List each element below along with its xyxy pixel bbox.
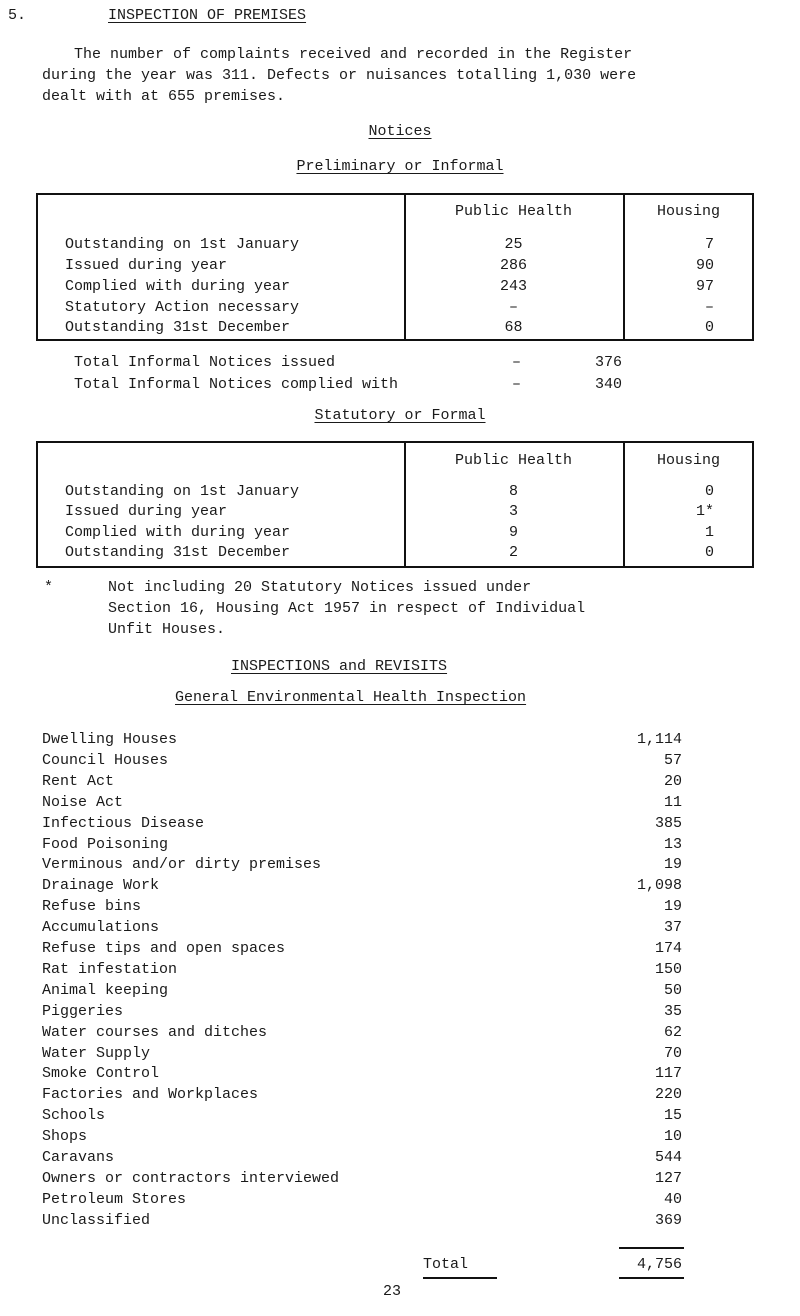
inspections-heading: INSPECTIONS and REVISITS [231,658,448,675]
total-label-underline [423,1277,497,1279]
table-row [38,278,752,298]
inspection-count: 62 [663,1023,682,1041]
list-item [0,836,800,856]
list-item [0,1191,800,1211]
inspection-count: 1,114 [636,731,682,748]
public-health-value: 9 [508,524,518,541]
list-item [0,856,800,876]
formal-heading: Statutory or Formal [314,407,486,424]
inspection-count: 1,098 [636,877,682,895]
table-row [38,236,752,256]
footnote-line: Not including 20 Statutory Notices issued under [108,579,532,596]
inspection-label: Smoke Control [42,1065,160,1083]
formal-notices-table [36,441,754,568]
list-item [0,1024,800,1044]
inspection-label: Petroleum Stores [42,1190,187,1208]
public-health-value: 3 [508,503,518,520]
inspection-count: 117 [654,1065,682,1083]
inspection-label: Infectious Disease [42,814,205,832]
col-header-housing: Housing [656,452,720,469]
inspection-label: Caravans [42,1149,115,1166]
inspections-total-value: 4,756 [636,1256,682,1273]
inspection-label: Drainage Work [42,877,160,895]
inspections-total-label: Total [423,1256,469,1273]
public-health-value: 68 [504,319,523,336]
inspection-count: 50 [663,981,682,999]
row-label: Complied with during year [65,278,291,295]
footnote-line: Section 16, Housing Act 1957 in respect of Individual [108,600,586,617]
inspection-count: 19 [663,856,682,874]
inspection-count: 174 [654,940,682,957]
housing-value: 0 [704,319,714,336]
table-row [38,544,752,564]
section-title: INSPECTION OF PREMISES [108,7,307,24]
inspection-label: Verminous and/or dirty premises [42,856,322,874]
inspection-count: 127 [654,1169,682,1187]
total-rule-top [619,1247,684,1249]
row-label: Complied with during year [65,524,291,541]
informal-heading: Preliminary or Informal [296,158,504,175]
list-item [0,1149,800,1169]
table-row [38,299,752,319]
list-item [0,773,800,793]
col-header-public-health: Public Health [454,203,573,220]
list-item [0,815,800,835]
public-health-value: 25 [504,236,523,253]
inspection-count: 150 [654,960,682,978]
list-item [0,877,800,897]
inspection-count: 13 [663,835,682,853]
col-header-housing: Housing [656,203,720,220]
housing-value: 97 [695,278,714,295]
total-label: Total Informal Notices complied with [74,376,399,393]
inspection-count: 369 [654,1211,682,1229]
list-item [0,1003,800,1023]
list-item [0,1212,800,1232]
table-row [38,524,752,544]
inspection-label: Refuse tips and open spaces [42,940,286,957]
footnote-line: Unfit Houses. [108,621,226,638]
housing-value: 1* [695,503,714,520]
list-item [0,731,800,751]
public-health-value: 8 [508,483,518,500]
public-health-value: – [508,299,518,316]
public-health-value: 243 [499,278,527,295]
table-row [38,257,752,277]
table-row [38,503,752,523]
inspection-count: 10 [663,1128,682,1146]
housing-value: 0 [704,483,714,500]
row-label: Issued during year [65,257,228,274]
housing-value: 90 [695,257,714,274]
list-item [0,1086,800,1106]
inspections-subheading: General Environmental Health Inspection [175,689,527,706]
inspection-count: 40 [663,1190,682,1208]
intro-line: during the year was 311. Defects or nuisances totalling 1,030 were [42,67,637,84]
col-header-public-health: Public Health [454,452,573,469]
inspection-label: Shops [42,1128,88,1146]
housing-value: 0 [704,544,714,561]
public-health-value: 2 [508,544,518,561]
total-dash: – [512,376,522,393]
table-row [38,319,752,339]
row-label: Issued during year [65,503,228,520]
notices-heading: Notices [368,123,432,140]
list-item [0,1045,800,1065]
list-item [0,919,800,939]
inspection-count: 35 [663,1002,682,1020]
inspection-count: 57 [663,751,682,769]
total-dash: – [512,354,522,371]
row-label: Outstanding on 1st January [65,483,300,500]
list-item [0,1107,800,1127]
inspection-count: 20 [663,772,682,790]
inspection-label: Rent Act [42,772,115,790]
housing-value: – [704,299,714,316]
row-label: Outstanding 31st December [65,319,291,336]
inspection-count: 15 [663,1107,682,1125]
list-item [0,1065,800,1085]
inspection-label: Schools [42,1107,106,1125]
inspection-label: Owners or contractors interviewed [42,1169,340,1187]
intro-line: dealt with at 655 premises. [42,88,286,105]
total-value: 340 [594,376,622,393]
intro-line: The number of complaints received and recorded in the Register [74,46,633,63]
inspection-count: 37 [663,919,682,937]
list-item [0,1170,800,1190]
inspection-count: 544 [654,1149,682,1166]
inspection-count: 19 [663,898,682,916]
list-item [0,940,800,960]
inspection-count: 385 [654,814,682,832]
inspection-label: Council Houses [42,751,169,769]
list-item [0,752,800,772]
housing-value: 1 [704,524,714,541]
list-item [0,794,800,814]
inspection-count: 220 [654,1086,682,1104]
inspection-label: Animal keeping [42,981,169,999]
inspection-label: Unclassified [42,1211,151,1229]
inspection-label: Accumulations [42,919,160,937]
total-rule-bottom [619,1277,684,1279]
footnote-marker: * [44,579,54,596]
informal-notices-table [36,193,754,341]
section-number: 5. [8,7,27,24]
row-label: Outstanding on 1st January [65,236,300,253]
public-health-value: 286 [499,257,527,274]
inspection-label: Noise Act [42,793,124,811]
table-row [38,483,752,503]
page-number: 23 [383,1283,402,1300]
total-label: Total Informal Notices issued [74,354,336,371]
inspection-label: Factories and Workplaces [42,1086,259,1104]
housing-value: 7 [704,236,714,253]
inspection-label: Piggeries [42,1002,124,1020]
list-item [0,1128,800,1148]
row-label: Outstanding 31st December [65,544,291,561]
inspection-label: Water Supply [42,1044,151,1062]
inspection-count: 70 [663,1044,682,1062]
list-item [0,898,800,918]
inspection-label: Rat infestation [42,960,178,978]
row-label: Statutory Action necessary [65,299,300,316]
list-item [0,982,800,1002]
inspection-label: Dwelling Houses [42,731,178,748]
total-value: 376 [594,354,622,371]
inspection-label: Water courses and ditches [42,1023,268,1041]
inspection-count: 11 [663,793,682,811]
inspection-label: Refuse bins [42,898,142,916]
list-item [0,961,800,981]
inspection-label: Food Poisoning [42,835,169,853]
